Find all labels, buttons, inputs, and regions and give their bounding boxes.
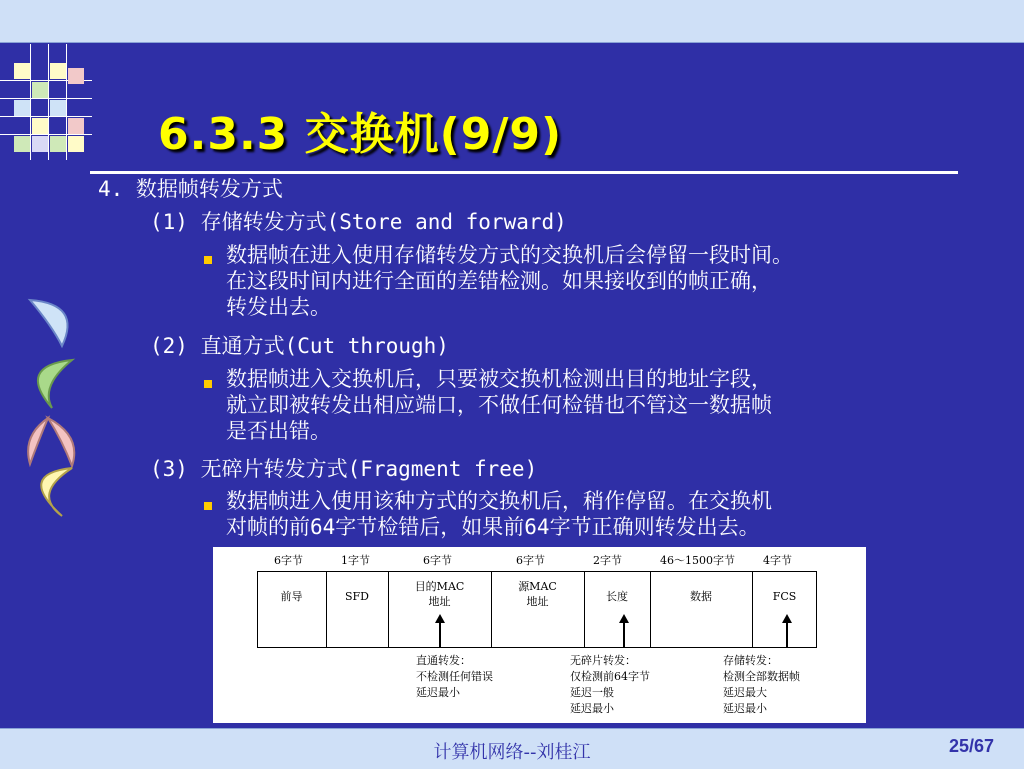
field-size: 2字节: [593, 554, 622, 567]
section-heading: 4. 数据帧转发方式: [98, 177, 283, 201]
field-size: 1字节: [341, 554, 370, 567]
field-preamble: 前导: [280, 590, 303, 603]
note-store-forward: 存储转发： 检测全部数据帧 延迟最大 延迟最小: [723, 654, 800, 715]
item-label-store-forward: (1) 存储转发方式(Store and forward): [150, 210, 567, 234]
item-text-line: 就立即被转发出相应端口，不做任何检错也不管这一数据帧: [226, 393, 772, 417]
field-size: 6字节: [516, 554, 545, 567]
top-band: [0, 0, 1024, 43]
frame-format-diagram: [213, 547, 866, 723]
item-text-line: 数据帧在进入使用存储转发方式的交换机后会停留一段时间。: [226, 243, 793, 267]
bullet-icon: [204, 256, 212, 264]
bullet-icon: [204, 380, 212, 388]
field-length: 长度: [606, 590, 628, 603]
slide-title: 6.3.3 交换机(9/9): [158, 109, 563, 160]
crescent-icon: [22, 296, 82, 354]
field-size: 6字节: [274, 554, 303, 567]
field-fcs: FCS: [772, 590, 797, 603]
field-size: 46～1500字节: [660, 554, 735, 567]
note-fragment-free: 无碎片转发： 仅检测前64字节 延迟一般 延迟最小: [570, 654, 650, 715]
crescent-icon: [22, 464, 82, 520]
field-data: 数据: [690, 590, 712, 603]
item-text-line: 对帧的前64字节检错后，如果前64字节正确则转发出去。: [226, 515, 760, 539]
item-label-fragment-free: (3) 无碎片转发方式(Fragment free): [150, 457, 538, 481]
crescent-icon: [22, 414, 82, 470]
bullet-icon: [204, 502, 212, 510]
item-text-line: 数据帧进入交换机后，只要被交换机检测出目的地址字段，: [226, 367, 772, 391]
field-size: 6字节: [423, 554, 452, 567]
item-text-line: 数据帧进入使用该种方式的交换机后，稍作停留。在交换机: [226, 489, 772, 513]
field-size: 4字节: [763, 554, 792, 567]
field-dest-mac: 目的MAC 地址: [414, 580, 465, 608]
item-text-line: 是否出错。: [226, 419, 331, 443]
item-label-cut-through: (2) 直通方式(Cut through): [150, 334, 449, 358]
field-sfd: SFD: [345, 590, 369, 603]
crescent-icon: [22, 356, 82, 412]
footer-title: 计算机网络--刘桂江: [433, 742, 591, 763]
note-cut-through: 直通转发： 不检测任何错误 延迟最小: [416, 654, 493, 699]
title-divider: [90, 171, 958, 174]
item-text-line: 在这段时间内进行全面的差错检测。如果接收到的帧正确，: [226, 269, 772, 293]
page-number: 25/67: [948, 736, 994, 756]
field-src-mac: 源MAC 地址: [518, 580, 557, 608]
item-text-line: 转发出去。: [226, 295, 331, 319]
